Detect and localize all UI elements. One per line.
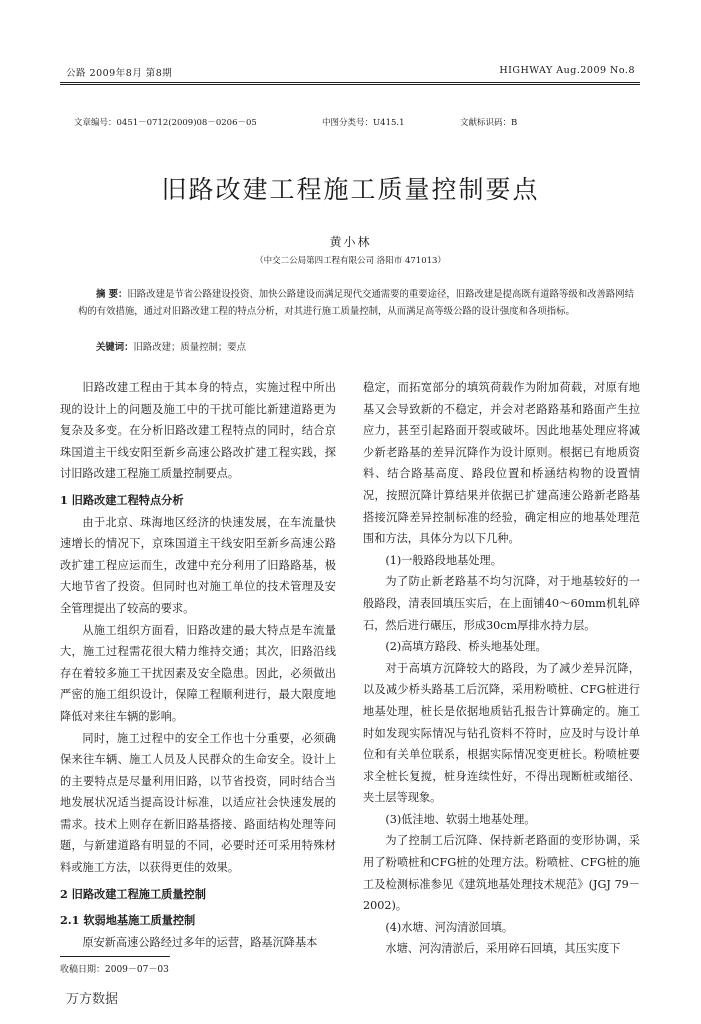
journal-header-left: 公路 2009年8月 第8期 — [66, 68, 173, 79]
body-paragraph: 同时，施工过程中的安全工作也十分重要，必须确保来往车辆、施工人员及人民群众的生命安全。设计上的主要特点是尽量利用旧路，以节省投资，同时结合当地发展状况适当提高设计标准，以适应社会快速发展的需求。技术上则存在新旧路基搭接、路面结构处理等问题，与新建道路有明显的不同，必要时还可采用特殊材料或施工方法，以获得更佳的效果。 — [60, 731, 336, 875]
section-heading: 2.1 软弱地基施工质量控制 — [60, 913, 196, 928]
body-paragraph: 对于高填方沉降较大的路段，为了减少差异沉降，以及减少桥头路基工后沉降，采用粉喷桩、CFG桩进行地基处理，桩长是依据地质钻孔报告计算确定的。施工时如发现实际情况与钻孔资料不符时，应及时与设计单位和有关单位联系，根据实际情况变更桩长。粉喷桩要求全桩长复搅，桩身连续性好，不得出现断桩或缩径、夹土层等现象。 — [363, 661, 640, 805]
document-code: 文献标识码：B — [460, 118, 518, 128]
footnote-rule — [60, 956, 170, 957]
classification-number: 中图分类号：U415.1 — [322, 118, 405, 128]
received-date: 收稿日期：2009－07－03 — [60, 965, 169, 975]
body-paragraph: (4)水塘、河沟清淤回填。 — [385, 920, 514, 934]
header-rule-thin — [60, 84, 640, 85]
body-paragraph: 为了防止新老路基不均匀沉降，对于地基较好的一般路段，清表回填压实后，在上面铺40～60mm机轧碎石，然后进行碾压，形成30cm厚排水持力层。 — [363, 575, 640, 632]
author: 黄小林 — [329, 235, 372, 249]
body-paragraph: 从施工组织方面看，旧路改建的最大特点是车流量大，施工过程需花很大精力维持交通；其次，旧路沿线存在着较多施工干扰因素及安全隐患。因此，必须做出严密的施工组织设计，保障工程顺利进行，最大限度地降低对来往车辆的影响。 — [60, 623, 336, 723]
abstract-text: 旧路改建是节省公路建设投资、加快公路建设而满足现代交通需要的重要途径，旧路改建是提高既有道路等级和改善路网结构的有效措施，通过对旧路改建工程的特点分析，对其进行施工质量控制，从而满足高等级公路的设计强度和各项指标。 — [78, 289, 634, 317]
abstract-label: 摘 要： — [96, 289, 128, 300]
header-rule — [60, 82, 640, 83]
keywords-text: 旧路改建；质量控制；要点 — [133, 342, 247, 353]
abstract — [78, 286, 634, 320]
body-paragraph: (3)低洼地、软弱土地基处理。 — [385, 812, 536, 826]
section-heading: 1 旧路改建工程特点分析 — [60, 492, 184, 507]
keywords-label: 关键词： — [96, 342, 134, 353]
keywords — [96, 339, 246, 353]
journal-header-right: HIGHWAY Aug.2009 No.8 — [499, 65, 635, 76]
affiliation: （中交二公局第四工程有限公司 洛阳市 471013） — [255, 256, 446, 266]
body-paragraph: (2)高填方路段、桥头地基处理。 — [385, 640, 547, 654]
article-number: 文章编号：0451－0712(2009)08－0206－05 — [74, 118, 257, 128]
body-paragraph: 水塘、河沟清淤后，采用碎石回填，其压实度下 — [385, 942, 621, 956]
body-paragraph: 稳定，而拓宽部分的填筑荷载作为附加荷载，对原有地基又会导致新的不稳定，并会对老路路基和路面产生拉应力，甚至引起路面开裂或破坏。因此地基处理应将减少新老路基的差异沉降作为设计原则。根据已有地质资料、结合路基高度、路段位置和桥涵结构物的设置情况，按照沉降计算结果并依据已扩建高速公路新老路基搭接沉降差异控制标准的经验，确定相应的地基处理范围和方法，具体分为以下几种。 — [363, 381, 640, 546]
body-paragraph: (1)一般路段地基处理。 — [385, 553, 502, 567]
body-paragraph: 为了控制工后沉降、保持新老路面的变形协调，采用了粉喷桩和CFG桩的处理方法。粉喷桩、CFG桩的施工及检测标准参见《建筑地基处理技术规范》(JGJ 79－2002)。 — [363, 834, 640, 913]
wanfang-watermark: 万方数据 — [66, 992, 119, 1007]
paper-title: 旧路改建工程施工质量控制要点 — [161, 175, 540, 204]
body-column-left — [60, 377, 336, 953]
body-paragraph: 原安新高速公路经过多年的运营，路基沉降基本 — [82, 935, 318, 949]
body-column-right — [363, 377, 640, 960]
body-paragraph: 由于北京、珠海地区经济的快速发展，在车流量快速增长的情况下，京珠国道主干线安阳至新乡高速公路改扩建工程应运而生，改建中充分利用了旧路路基，极大地节省了投资。但同时也对施工单位的技术管理及安全管理提出了较高的要求。 — [60, 515, 336, 615]
body-paragraph: 旧路改建工程由于其本身的特点，实施过程中所出现的设计上的问题及施工中的干扰可能比新建道路更为复杂及多变。在分析旧路改建工程特点的同时，结合京珠国道主干线安阳至新乡高速公路改扩建工程实践，探讨旧路改建工程施工质量控制要点。 — [60, 381, 336, 481]
section-heading: 2 旧路改建工程施工质量控制 — [60, 886, 206, 901]
